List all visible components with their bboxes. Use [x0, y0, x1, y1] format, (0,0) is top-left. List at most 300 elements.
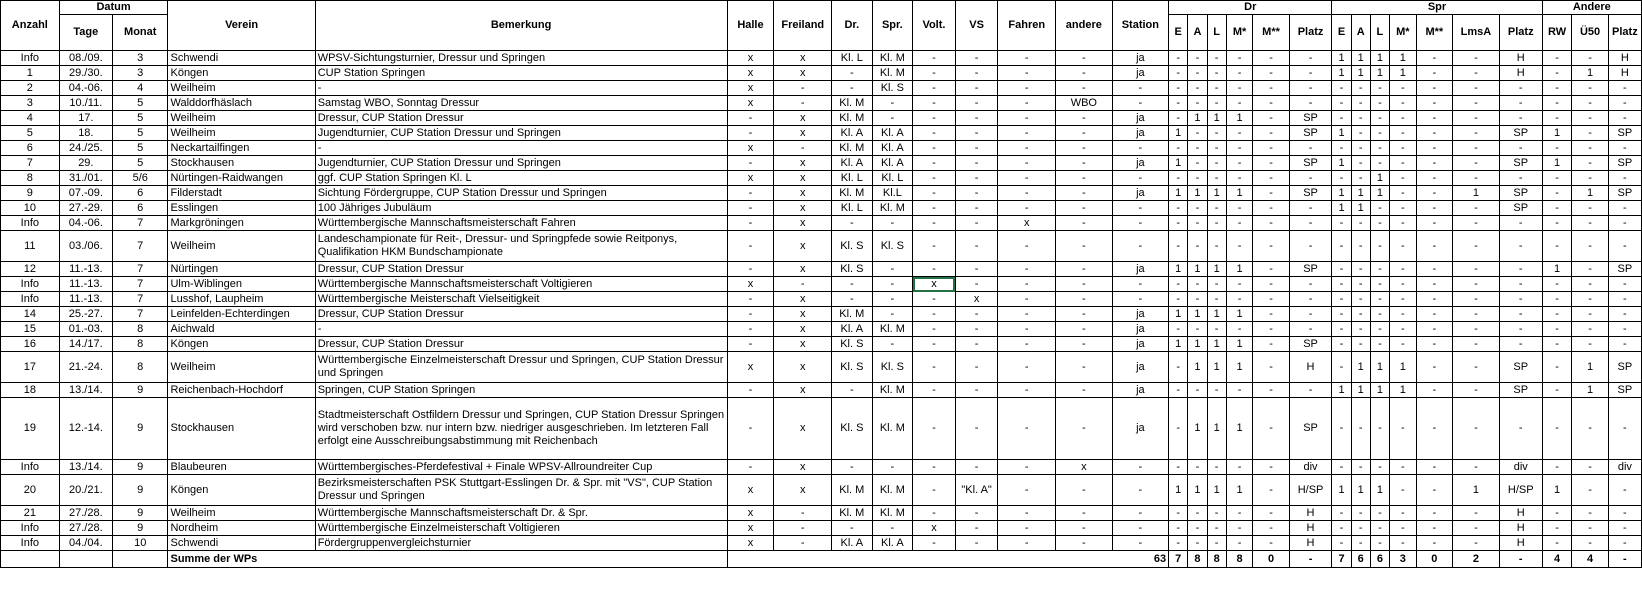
table-cell[interactable]: -: [1207, 277, 1226, 292]
table-cell[interactable]: -: [1452, 322, 1499, 337]
table-cell[interactable]: -: [1207, 292, 1226, 307]
table-cell[interactable]: -: [1351, 216, 1370, 231]
table-cell[interactable]: -: [1226, 277, 1253, 292]
table-cell[interactable]: -: [1112, 536, 1169, 551]
table-cell[interactable]: -: [1207, 66, 1226, 81]
table-cell[interactable]: -: [1390, 536, 1417, 551]
table-cell[interactable]: -: [1452, 352, 1499, 383]
table-cell[interactable]: 1: [1351, 475, 1370, 506]
table-cell[interactable]: -: [1416, 186, 1452, 201]
table-cell[interactable]: Lusshof, Laupheim: [168, 292, 315, 307]
table-cell[interactable]: 1: [1226, 307, 1253, 322]
table-cell[interactable]: -: [955, 307, 998, 322]
table-cell[interactable]: -: [1416, 337, 1452, 352]
table-cell[interactable]: -: [727, 186, 774, 201]
summary-value[interactable]: 0: [1253, 551, 1289, 568]
table-cell[interactable]: -: [1452, 51, 1499, 66]
table-cell[interactable]: 9: [113, 460, 168, 475]
table-cell[interactable]: -: [1416, 231, 1452, 262]
table-cell[interactable]: -: [1253, 201, 1289, 216]
table-cell[interactable]: 2: [1, 81, 60, 96]
table-cell[interactable]: -: [998, 398, 1056, 460]
table-cell[interactable]: x: [774, 337, 832, 352]
table-cell[interactable]: SP: [1608, 186, 1641, 201]
table-cell[interactable]: -: [1226, 292, 1253, 307]
table-cell[interactable]: x: [774, 171, 832, 186]
table-cell[interactable]: -: [955, 277, 998, 292]
table-cell[interactable]: -: [1253, 156, 1289, 171]
table-cell[interactable]: -: [1608, 307, 1641, 322]
table-cell[interactable]: ja: [1112, 111, 1169, 126]
table-cell[interactable]: Kl. M: [832, 475, 873, 506]
table-cell[interactable]: -: [1499, 216, 1542, 231]
table-cell[interactable]: ja: [1112, 307, 1169, 322]
table-cell[interactable]: SP: [1499, 126, 1542, 141]
table-cell[interactable]: -: [1253, 521, 1289, 536]
summary-value[interactable]: 8: [1207, 551, 1226, 568]
table-cell[interactable]: -: [1608, 171, 1641, 186]
table-cell[interactable]: -: [1253, 536, 1289, 551]
table-cell[interactable]: x: [727, 521, 774, 536]
table-cell[interactable]: 1: [1542, 126, 1572, 141]
table-cell[interactable]: 17: [1, 352, 60, 383]
table-cell[interactable]: 1: [1169, 307, 1188, 322]
table-cell[interactable]: -: [1499, 111, 1542, 126]
table-cell[interactable]: CUP Station Springen: [315, 66, 727, 81]
table-cell[interactable]: -: [832, 521, 873, 536]
table-cell[interactable]: H: [1289, 521, 1332, 536]
table-cell[interactable]: -: [955, 460, 998, 475]
table-cell[interactable]: -: [1452, 201, 1499, 216]
table-cell[interactable]: -: [1332, 81, 1351, 96]
table-cell[interactable]: Kl. L: [832, 171, 873, 186]
table-cell[interactable]: Württembergische Mannschaftsmeisterschaft Voltigieren: [315, 277, 727, 292]
table-cell[interactable]: -: [1370, 398, 1389, 460]
table-cell[interactable]: -: [1226, 66, 1253, 81]
table-cell[interactable]: -: [774, 81, 832, 96]
table-cell[interactable]: -: [1112, 141, 1169, 156]
table-cell[interactable]: -: [1289, 141, 1332, 156]
table-cell[interactable]: 1: [1207, 262, 1226, 277]
table-cell[interactable]: 5: [113, 156, 168, 171]
table-cell[interactable]: Kl. M: [872, 398, 913, 460]
table-cell[interactable]: -: [1370, 81, 1389, 96]
col-dr-level[interactable]: M*: [1226, 15, 1253, 51]
table-cell[interactable]: -: [1572, 51, 1608, 66]
table-cell[interactable]: -: [727, 307, 774, 322]
table-cell[interactable]: Kl. A: [872, 536, 913, 551]
table-cell[interactable]: x: [727, 96, 774, 111]
table-cell[interactable]: -: [1169, 96, 1188, 111]
table-cell[interactable]: -: [1056, 201, 1113, 216]
table-cell[interactable]: -: [1542, 231, 1572, 262]
table-cell[interactable]: 1: [1207, 337, 1226, 352]
table-cell[interactable]: -: [998, 536, 1056, 551]
table-cell[interactable]: -: [1572, 521, 1608, 536]
table-cell[interactable]: Kl. S: [872, 352, 913, 383]
table-cell[interactable]: -: [955, 141, 998, 156]
table-cell[interactable]: -: [1572, 475, 1608, 506]
table-cell[interactable]: -: [998, 201, 1056, 216]
table-cell[interactable]: x: [774, 156, 832, 171]
table-cell[interactable]: -: [832, 292, 873, 307]
table-cell[interactable]: -: [1289, 51, 1332, 66]
table-cell[interactable]: 1: [1188, 307, 1207, 322]
table-cell[interactable]: -: [774, 521, 832, 536]
table-cell[interactable]: -: [1390, 231, 1417, 262]
col-halle[interactable]: Halle: [727, 1, 774, 51]
table-cell[interactable]: 01.-03.: [59, 322, 112, 337]
table-cell[interactable]: 1: [1188, 398, 1207, 460]
summary-empty-cell[interactable]: [59, 551, 112, 568]
table-cell[interactable]: -: [1332, 536, 1351, 551]
table-cell[interactable]: -: [1572, 292, 1608, 307]
table-cell[interactable]: x: [727, 66, 774, 81]
table-cell[interactable]: -: [1056, 292, 1113, 307]
table-cell[interactable]: -: [1499, 81, 1542, 96]
table-cell[interactable]: 1: [1226, 337, 1253, 352]
table-cell[interactable]: 6: [113, 186, 168, 201]
table-cell[interactable]: -: [1253, 141, 1289, 156]
table-cell[interactable]: 1: [1542, 475, 1572, 506]
table-cell[interactable]: -: [1608, 277, 1641, 292]
table-cell[interactable]: -: [1390, 141, 1417, 156]
table-cell[interactable]: -: [1572, 262, 1608, 277]
table-cell[interactable]: -: [1253, 51, 1289, 66]
table-cell[interactable]: Jugendturnier, CUP Station Dressur und Springen: [315, 126, 727, 141]
table-cell[interactable]: Filderstadt: [168, 186, 315, 201]
table-cell[interactable]: -: [1056, 141, 1113, 156]
table-cell[interactable]: -: [1499, 307, 1542, 322]
table-cell[interactable]: -: [1390, 506, 1417, 521]
table-cell[interactable]: -: [1351, 398, 1370, 460]
table-cell[interactable]: -: [1169, 66, 1188, 81]
summary-label[interactable]: Summe der WPs: [168, 551, 727, 568]
table-cell[interactable]: x: [913, 277, 956, 292]
table-cell[interactable]: H: [1499, 66, 1542, 81]
table-cell[interactable]: -: [727, 126, 774, 141]
table-cell[interactable]: -: [1289, 383, 1332, 398]
table-cell[interactable]: -: [1112, 96, 1169, 111]
table-cell[interactable]: SP: [1608, 383, 1641, 398]
table-cell[interactable]: -: [1542, 337, 1572, 352]
table-cell[interactable]: -: [1188, 171, 1207, 186]
table-cell[interactable]: div: [1608, 460, 1641, 475]
table-cell[interactable]: -: [1416, 96, 1452, 111]
table-cell[interactable]: -: [1351, 460, 1370, 475]
col-andere-level[interactable]: RW: [1542, 15, 1572, 51]
table-cell[interactable]: x: [774, 231, 832, 262]
table-cell[interactable]: Weilheim: [168, 81, 315, 96]
table-cell[interactable]: 1: [1188, 475, 1207, 506]
table-cell[interactable]: 7: [113, 277, 168, 292]
table-cell[interactable]: -: [1416, 216, 1452, 231]
table-cell[interactable]: -: [1169, 111, 1188, 126]
table-cell[interactable]: -: [1289, 66, 1332, 81]
table-cell[interactable]: -: [1572, 111, 1608, 126]
table-cell[interactable]: -: [1542, 201, 1572, 216]
table-cell[interactable]: 1: [1332, 475, 1351, 506]
table-cell[interactable]: -: [1226, 383, 1253, 398]
table-cell[interactable]: -: [998, 277, 1056, 292]
table-cell[interactable]: H: [1608, 66, 1641, 81]
table-cell[interactable]: -: [1370, 141, 1389, 156]
table-cell[interactable]: 27.-29.: [59, 201, 112, 216]
col-vs[interactable]: VS: [955, 1, 998, 51]
table-cell[interactable]: -: [1253, 96, 1289, 111]
table-cell[interactable]: -: [1390, 322, 1417, 337]
summary-value[interactable]: 2: [1452, 551, 1499, 568]
table-cell[interactable]: -: [913, 111, 956, 126]
table-cell[interactable]: -: [1542, 96, 1572, 111]
table-cell[interactable]: -: [1188, 383, 1207, 398]
table-cell[interactable]: -: [1452, 506, 1499, 521]
table-cell[interactable]: -: [872, 277, 913, 292]
table-cell[interactable]: -: [1351, 337, 1370, 352]
table-cell[interactable]: -: [1572, 141, 1608, 156]
table-cell[interactable]: 04.-06.: [59, 81, 112, 96]
table-cell[interactable]: -: [1351, 521, 1370, 536]
table-cell[interactable]: -: [1351, 536, 1370, 551]
col-spr-level[interactable]: M**: [1416, 15, 1452, 51]
table-cell[interactable]: -: [913, 96, 956, 111]
table-cell[interactable]: -: [1416, 383, 1452, 398]
table-cell[interactable]: -: [1332, 277, 1351, 292]
table-cell[interactable]: 03./06.: [59, 231, 112, 262]
table-cell[interactable]: Weilheim: [168, 506, 315, 521]
table-cell[interactable]: Kl. L: [832, 51, 873, 66]
table-cell[interactable]: 1: [1370, 171, 1389, 186]
table-cell[interactable]: -: [955, 231, 998, 262]
table-cell[interactable]: 12.-14.: [59, 398, 112, 460]
table-cell[interactable]: -: [1289, 81, 1332, 96]
table-cell[interactable]: -: [727, 111, 774, 126]
table-cell[interactable]: 8: [113, 337, 168, 352]
table-cell[interactable]: Weilheim: [168, 126, 315, 141]
table-cell[interactable]: -: [1390, 292, 1417, 307]
col-spr-level[interactable]: E: [1332, 15, 1351, 51]
table-cell[interactable]: -: [955, 111, 998, 126]
table-cell[interactable]: -: [1169, 460, 1188, 475]
table-cell[interactable]: -: [1452, 66, 1499, 81]
table-cell[interactable]: -: [1608, 475, 1641, 506]
table-cell[interactable]: 5: [113, 111, 168, 126]
table-cell[interactable]: -: [1226, 81, 1253, 96]
table-cell[interactable]: -: [1207, 141, 1226, 156]
table-cell[interactable]: Info: [1, 277, 60, 292]
table-cell[interactable]: 07.-09.: [59, 186, 112, 201]
table-cell[interactable]: -: [1542, 81, 1572, 96]
table-cell[interactable]: -: [913, 262, 956, 277]
table-cell[interactable]: Kl. S: [832, 337, 873, 352]
table-cell[interactable]: SP: [1289, 262, 1332, 277]
table-cell[interactable]: -: [1351, 506, 1370, 521]
table-cell[interactable]: -: [1056, 186, 1113, 201]
table-cell[interactable]: -: [1370, 536, 1389, 551]
table-cell[interactable]: 1: [1226, 111, 1253, 126]
table-cell[interactable]: Kl. L: [872, 171, 913, 186]
table-cell[interactable]: -: [998, 126, 1056, 141]
col-monat[interactable]: Monat: [113, 15, 168, 51]
table-cell[interactable]: -: [1608, 96, 1641, 111]
table-cell[interactable]: -: [1207, 383, 1226, 398]
summary-value[interactable]: -: [1608, 551, 1641, 568]
table-cell[interactable]: -: [1332, 337, 1351, 352]
table-cell[interactable]: x: [774, 292, 832, 307]
table-cell[interactable]: 1: [1188, 186, 1207, 201]
table-cell[interactable]: Kl. M: [832, 111, 873, 126]
table-cell[interactable]: -: [1056, 383, 1113, 398]
table-cell[interactable]: -: [832, 460, 873, 475]
table-cell[interactable]: -: [955, 262, 998, 277]
table-cell[interactable]: -: [872, 216, 913, 231]
table-cell[interactable]: -: [1253, 460, 1289, 475]
table-cell[interactable]: -: [1416, 322, 1452, 337]
table-cell[interactable]: -: [1332, 96, 1351, 111]
table-cell[interactable]: -: [1253, 383, 1289, 398]
table-cell[interactable]: 1: [1188, 111, 1207, 126]
table-cell[interactable]: -: [1416, 292, 1452, 307]
table-cell[interactable]: -: [1169, 51, 1188, 66]
table-cell[interactable]: -: [1390, 398, 1417, 460]
summary-value[interactable]: 6: [1351, 551, 1370, 568]
table-cell[interactable]: 1: [1207, 398, 1226, 460]
col-bemerkung[interactable]: Bemerkung: [315, 1, 727, 51]
table-cell[interactable]: x: [727, 506, 774, 521]
table-cell[interactable]: -: [1390, 475, 1417, 506]
table-cell[interactable]: Württembergische Mannschaftsmeisterschaft Dr. & Spr.: [315, 506, 727, 521]
table-cell[interactable]: -: [1351, 126, 1370, 141]
table-cell[interactable]: 1: [1390, 383, 1417, 398]
table-cell[interactable]: -: [1056, 521, 1113, 536]
table-cell[interactable]: -: [1390, 262, 1417, 277]
table-cell[interactable]: Kl. M: [872, 51, 913, 66]
table-cell[interactable]: Esslingen: [168, 201, 315, 216]
table-cell[interactable]: -: [1056, 231, 1113, 262]
col-freiland[interactable]: Freiland: [774, 1, 832, 51]
table-cell[interactable]: x: [774, 398, 832, 460]
table-cell[interactable]: 9: [113, 383, 168, 398]
table-cell[interactable]: Kl. M: [872, 506, 913, 521]
table-cell[interactable]: -: [1416, 126, 1452, 141]
table-cell[interactable]: ja: [1112, 126, 1169, 141]
table-cell[interactable]: -: [913, 322, 956, 337]
table-cell[interactable]: 1: [1169, 337, 1188, 352]
table-cell[interactable]: Dressur, CUP Station Dressur: [315, 111, 727, 126]
table-cell[interactable]: 21: [1, 506, 60, 521]
table-cell[interactable]: -: [1416, 460, 1452, 475]
table-cell[interactable]: 18: [1, 383, 60, 398]
table-cell[interactable]: Nürtingen: [168, 262, 315, 277]
table-cell[interactable]: SP: [1499, 352, 1542, 383]
table-cell[interactable]: Info: [1, 460, 60, 475]
table-cell[interactable]: -: [1499, 96, 1542, 111]
table-cell[interactable]: 4: [1, 111, 60, 126]
table-cell[interactable]: 1: [1332, 66, 1351, 81]
table-cell[interactable]: -: [1416, 156, 1452, 171]
table-cell[interactable]: ja: [1112, 337, 1169, 352]
table-cell[interactable]: 27./28.: [59, 506, 112, 521]
table-cell[interactable]: 1: [1332, 383, 1351, 398]
table-cell[interactable]: SP: [1608, 156, 1641, 171]
table-cell[interactable]: -: [1332, 307, 1351, 322]
table-cell[interactable]: Fördergruppenvergleichsturnier: [315, 536, 727, 551]
table-cell[interactable]: -: [913, 51, 956, 66]
table-cell[interactable]: ja: [1112, 383, 1169, 398]
table-cell[interactable]: -: [1188, 521, 1207, 536]
table-cell[interactable]: 1: [1169, 475, 1188, 506]
table-cell[interactable]: x: [774, 66, 832, 81]
table-cell[interactable]: Info: [1, 292, 60, 307]
table-cell[interactable]: -: [1572, 506, 1608, 521]
table-cell[interactable]: -: [1226, 156, 1253, 171]
table-cell[interactable]: -: [998, 51, 1056, 66]
table-cell[interactable]: -: [872, 292, 913, 307]
table-cell[interactable]: -: [1207, 171, 1226, 186]
table-cell[interactable]: 1: [1226, 262, 1253, 277]
table-cell[interactable]: -: [1370, 156, 1389, 171]
table-cell[interactable]: 1: [1188, 262, 1207, 277]
table-cell[interactable]: 16: [1, 337, 60, 352]
table-cell[interactable]: -: [1542, 398, 1572, 460]
table-cell[interactable]: 24./25.: [59, 141, 112, 156]
table-cell[interactable]: H: [1499, 51, 1542, 66]
col-tage[interactable]: Tage: [59, 15, 112, 51]
table-cell[interactable]: 11.-13.: [59, 292, 112, 307]
table-cell[interactable]: -: [1169, 383, 1188, 398]
table-cell[interactable]: 1: [1207, 307, 1226, 322]
table-cell[interactable]: -: [832, 383, 873, 398]
table-cell[interactable]: Jugendturnier, CUP Station Dressur und Springen: [315, 156, 727, 171]
table-cell[interactable]: -: [1416, 506, 1452, 521]
table-cell[interactable]: Nürtingen-Raidwangen: [168, 171, 315, 186]
table-cell[interactable]: -: [1351, 307, 1370, 322]
table-cell[interactable]: 7: [1, 156, 60, 171]
table-cell[interactable]: -: [1207, 231, 1226, 262]
col-spr[interactable]: Spr.: [872, 1, 913, 51]
table-cell[interactable]: -: [1226, 536, 1253, 551]
table-cell[interactable]: -: [1499, 171, 1542, 186]
table-cell[interactable]: 20./21.: [59, 475, 112, 506]
table-cell[interactable]: Markgröningen: [168, 216, 315, 231]
table-cell[interactable]: -: [1112, 277, 1169, 292]
table-cell[interactable]: 8: [113, 322, 168, 337]
table-cell[interactable]: -: [1608, 292, 1641, 307]
table-cell[interactable]: 1: [1370, 352, 1389, 383]
summary-value[interactable]: -: [1499, 551, 1542, 568]
table-cell[interactable]: -: [727, 216, 774, 231]
table-cell[interactable]: -: [1390, 460, 1417, 475]
table-cell[interactable]: Leinfelden-Echterdingen: [168, 307, 315, 322]
table-cell[interactable]: -: [955, 156, 998, 171]
table-cell[interactable]: -: [1056, 66, 1113, 81]
table-cell[interactable]: -: [1370, 201, 1389, 216]
table-cell[interactable]: 9: [113, 521, 168, 536]
table-cell[interactable]: -: [1253, 81, 1289, 96]
table-cell[interactable]: -: [1188, 66, 1207, 81]
table-cell[interactable]: 7: [113, 262, 168, 277]
table-cell[interactable]: 4: [113, 81, 168, 96]
table-cell[interactable]: Walddorfhäslach: [168, 96, 315, 111]
table-cell[interactable]: -: [1351, 322, 1370, 337]
table-cell[interactable]: SP: [1289, 337, 1332, 352]
table-cell[interactable]: -: [1112, 475, 1169, 506]
table-cell[interactable]: Kl. S: [832, 352, 873, 383]
table-cell[interactable]: -: [1416, 201, 1452, 216]
table-cell[interactable]: -: [1370, 521, 1389, 536]
table-cell[interactable]: 1: [1370, 475, 1389, 506]
table-cell[interactable]: -: [1332, 216, 1351, 231]
